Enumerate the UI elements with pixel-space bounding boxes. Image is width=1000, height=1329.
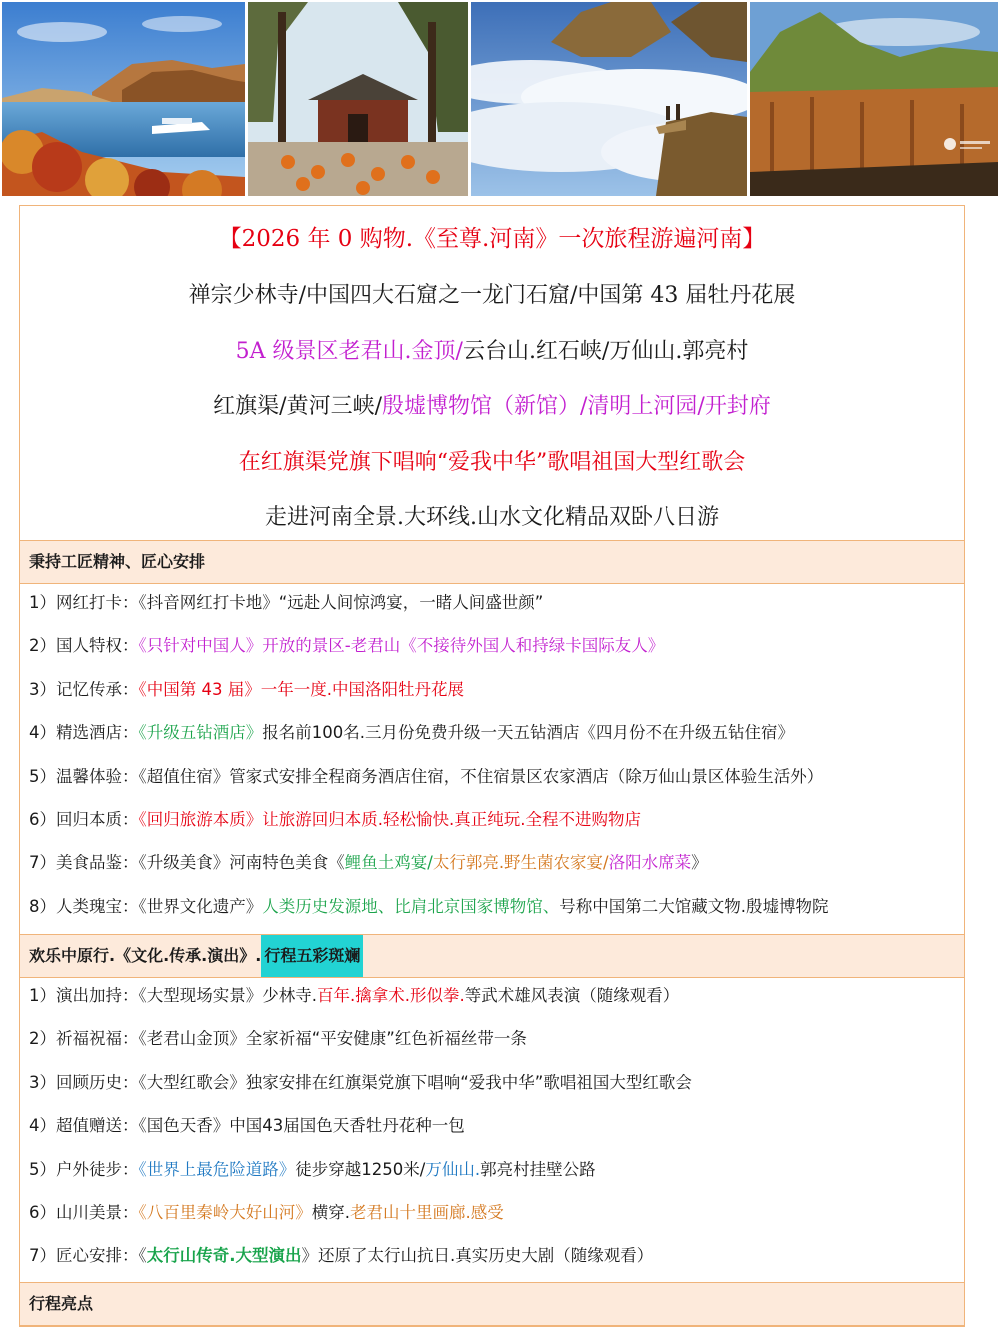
section2-item-2: [29, 1028, 527, 1050]
list-item-text: 横穿.: [311, 1203, 350, 1222]
list-item-text: 5）温馨体验：《超值住宿》管家式安排全程商务酒店住宿，不住宿景区农家酒店（除万仙山景区体验生活外）: [29, 766, 824, 786]
lake-canyon-photo: [2, 2, 245, 196]
list-item-text: 《升级五钻酒店》: [138, 723, 263, 743]
section1-item-1: [29, 592, 543, 614]
list-item-text: 6）回归本质：: [29, 810, 139, 829]
section2-item-7: [29, 1245, 653, 1267]
highlight-badge: 行程五彩斑斓: [261, 935, 363, 977]
subtitle-line-5: 走进河南全景.大环线.山水文化精品双卧八日游: [265, 505, 719, 530]
subtitle-line-2: 5A 级景区老君山.金顶/云台山.红石峡/万仙山.郭亮村: [235, 339, 749, 364]
list-item-text: 《八百里秦岭大好山河》: [138, 1203, 312, 1222]
list-item-text: 鲤鱼土鸡宴/: [344, 853, 433, 873]
list-item-text: 4）超值赠送：《国色天香》中国43届国色天香牡丹花种一包: [29, 1116, 465, 1136]
section2-item-1: [29, 985, 679, 1007]
list-item-text: 等武术雄风表演（随缘观看）: [464, 986, 680, 1005]
list-item-text: 太行郭亮.野生菌农家宴/: [432, 853, 609, 873]
list-item-text: 2）祈福祝福：《老君山金顶》全家祈福“平安健康”红色祈福丝带一条: [29, 1029, 527, 1049]
list-item-text: 《中国第 43 届》一年一度.中国洛阳牡丹花展: [138, 679, 464, 699]
list-item-text: 徒步穿越1250米/: [295, 1159, 426, 1179]
list-item-text: 7）匠心安排：《: [29, 1246, 147, 1266]
section1-item-2: [29, 635, 664, 657]
list-item-text: 人类历史发源地、比肩北京国家博物馆、: [262, 896, 560, 916]
list-item-text: 洛阳水席菜: [608, 853, 692, 873]
subtitle-line-3: 红旗渠/黄河三峡/殷墟博物馆（新馆）/清明上河园/开封府: [213, 394, 771, 419]
list-item-text: 万仙山.: [425, 1159, 481, 1179]
list-item-text: 太行山传奇.大型演出: [146, 1246, 302, 1266]
section2-item-4: [29, 1115, 465, 1137]
subtitle-line-1: 禅宗少林寺/中国四大石窟之一龙门石窟/中国第 43 届牡丹花展: [188, 283, 796, 308]
title-block: [20, 206, 964, 540]
list-item-text: 3）回顾历史：《大型红歌会》独家安排在红旗渠党旗下唱响“爱我中华”歌唱祖国大型红歌会: [29, 1072, 692, 1092]
list-item-text: 》还原了太行山抗日.真实历史大剧（随缘观看）: [301, 1246, 654, 1266]
section1-item-4: [29, 722, 794, 744]
list-item-text: 》: [691, 853, 708, 873]
itinerary-frame: [19, 205, 965, 1327]
section-header-craftsmanship: 秉持工匠精神、匠心安排: [20, 540, 964, 584]
section1-item-3: [29, 679, 464, 701]
list-item-text: 6）山川美景：: [29, 1203, 139, 1222]
list-item-text: 报名前100名.三月份免费升级一天五钻酒店《四月份不在升级五钻住宿》: [262, 723, 794, 743]
list-item-text: 7）美食品鉴：《升级美食》河南特色美食《: [29, 853, 345, 873]
list-item-text: 2）国人特权：: [29, 636, 139, 656]
list-item-text: 4）精选酒店：: [29, 723, 139, 743]
photo-strip: [0, 0, 1000, 198]
list-item-text: 号称中国第二大馆藏文物.殷墟博物院: [559, 896, 829, 916]
list-item-text: 8）人类瑰宝：《世界文化遗产》: [29, 896, 263, 916]
section-header-highlights: 行程亮点: [20, 1282, 964, 1326]
list-item-text: 1）演出加持：《大型现场实景》少林寺.: [29, 986, 317, 1005]
section2-item-6: [29, 1202, 504, 1224]
list-item-text: 《世界上最危险道路》: [138, 1159, 296, 1179]
section1-item-5: [29, 766, 823, 788]
section1-item-8: [29, 896, 829, 918]
section2-item-3: [29, 1072, 692, 1094]
list-item-text: 《只针对中国人》开放的景区-老君山《不接待外国人和持绿卡国际友人》: [138, 636, 665, 656]
list-item-text: 3）记忆传承：: [29, 679, 139, 699]
list-item-text: 1）网红打卡：《抖音网红打卡地》“远赴人间惊鸿宴，一睹人间盛世颜”: [29, 593, 544, 612]
main-title: 【2026 年 0 购物.《至尊.河南》一次旅程游遍河南】: [218, 226, 766, 252]
section-header-central-plains: 欢乐中原行.《文化.传承.演出》. 行程五彩斑斓: [20, 934, 964, 978]
list-item-text: 5）户外徒步：: [29, 1159, 139, 1179]
list-item-text: 《回归旅游本质》让旅游回归本质.轻松愉快.真正纯玩.全程不进购物店: [138, 810, 641, 829]
section1-item-6: [29, 809, 641, 831]
shaolin-temple-photo: [248, 2, 468, 196]
list-item-text: 老君山十里画廊.感受: [350, 1203, 504, 1222]
list-item-text: 百年.擒拿术.形似拳.: [317, 986, 465, 1005]
section2-item-5: [29, 1159, 596, 1181]
sea-of-clouds-cliff-photo: [471, 2, 747, 196]
taihang-cliff-road-photo: [750, 2, 998, 196]
list-item-text: 郭亮村挂壁公路: [480, 1159, 596, 1179]
section1-item-7: [29, 852, 708, 874]
subtitle-line-4: 在红旗渠党旗下唱响“爱我中华”歌唱祖国大型红歌会: [238, 450, 746, 475]
